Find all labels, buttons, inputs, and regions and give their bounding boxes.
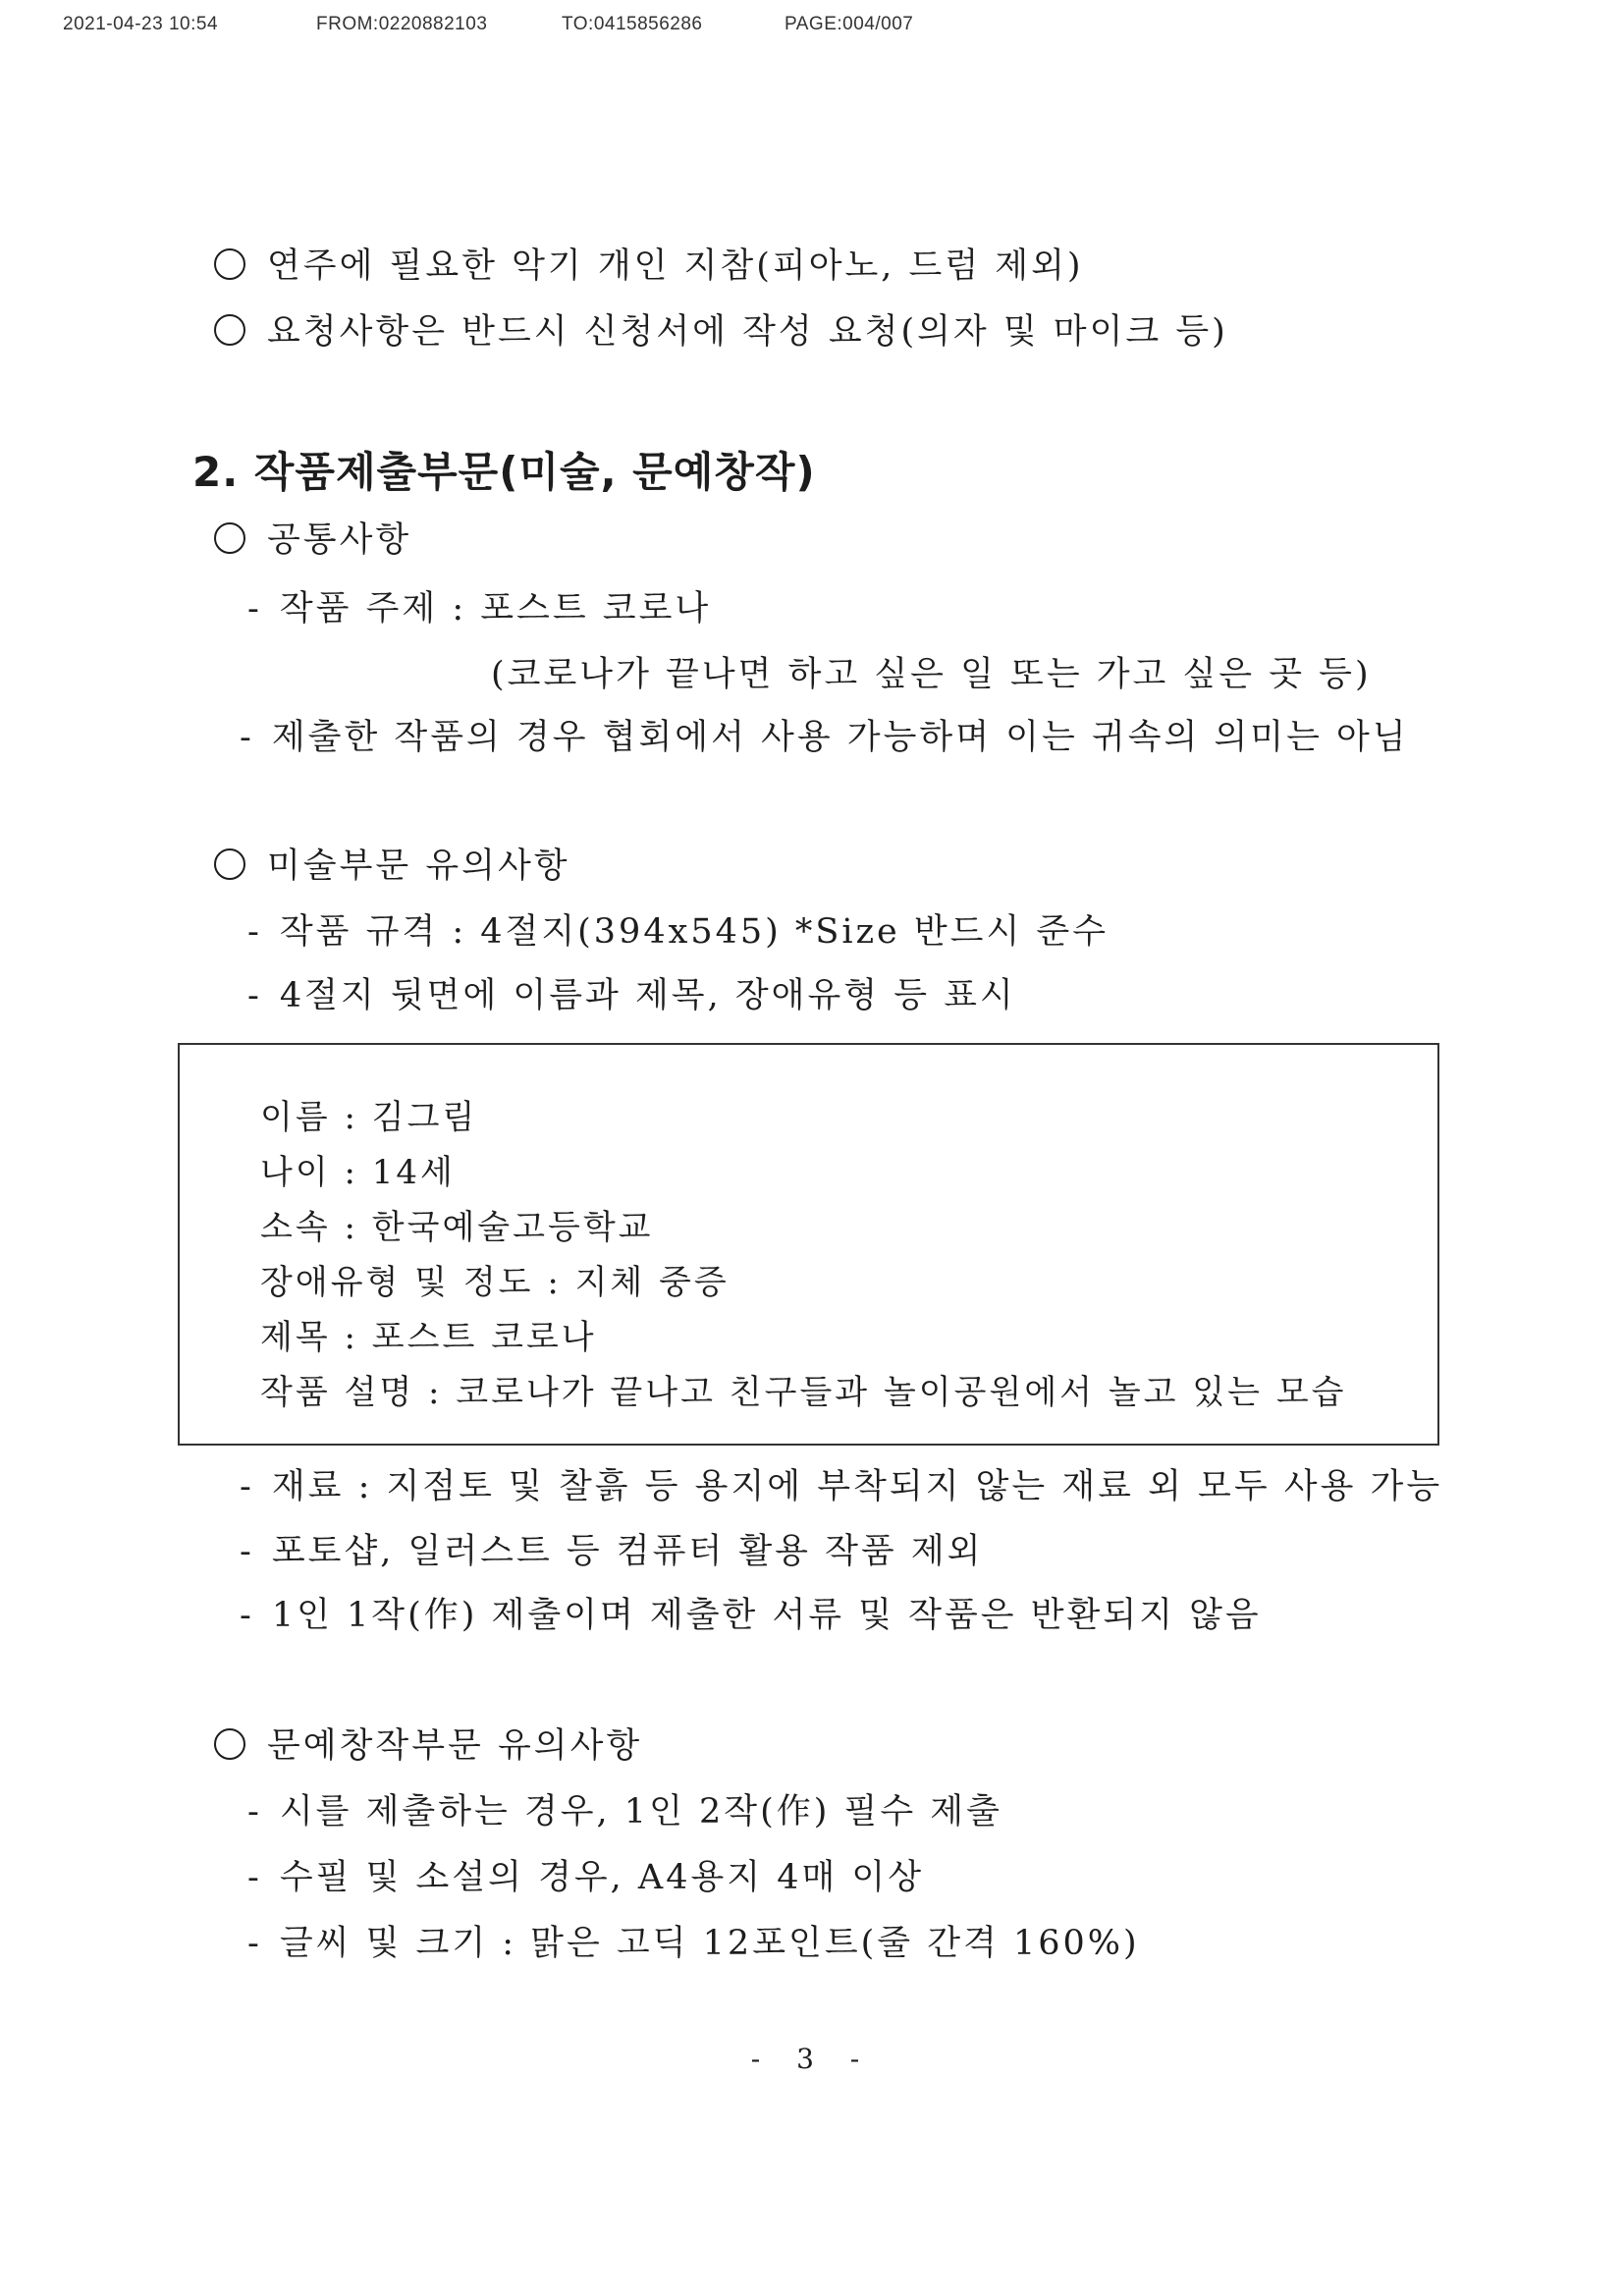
dash-bullet: - <box>247 1792 262 1831</box>
example-row: 작품 설명 : 코로나가 끝나고 친구들과 놀이공원에서 놀고 있는 모습 <box>260 1373 1347 1412</box>
item-text: 연주에 필요한 악기 개인 지참(피아노, 드럼 제외) <box>267 246 1084 286</box>
item-text: 작품 규격 : 4절지(394x545) *Size 반드시 준수 <box>279 912 1110 952</box>
item-text: 1인 1작(作) 제출이며 제출한 서류 및 작품은 반환되지 않음 <box>271 1596 1262 1635</box>
page-number: - 3 - <box>750 2043 874 2075</box>
dash-bullet: - <box>240 1596 254 1635</box>
fax-datetime: 2021-04-23 10:54 <box>63 14 219 34</box>
circle-bullet-icon <box>214 1728 245 1760</box>
list-item <box>240 1467 1443 1506</box>
item-text: 제출한 작품의 경우 협회에서 사용 가능하며 이는 귀속의 의미는 아님 <box>271 718 1409 757</box>
item-text: 시를 제출하는 경우, 1인 2작(作) 필수 제출 <box>279 1792 1002 1831</box>
example-row: 제목 : 포스트 코로나 <box>260 1318 597 1357</box>
item-text: 4절지 뒷면에 이름과 제목, 장애유형 등 표시 <box>279 976 1016 1015</box>
list-item <box>240 1532 984 1571</box>
subsection-title <box>214 522 411 558</box>
list-item <box>240 718 1409 757</box>
example-row: 나이 : 14세 <box>260 1153 456 1192</box>
list-item <box>247 976 1016 1015</box>
item-text: 글씨 및 크기 : 맑은 고딕 12포인트(줄 간격 160%) <box>279 1924 1140 1963</box>
item-text: 재료 : 지점토 및 찰흙 등 용지에 부착되지 않는 재료 외 모두 사용 가능 <box>271 1467 1443 1506</box>
list-item <box>247 912 1110 952</box>
dash-bullet: - <box>240 1467 254 1506</box>
subsection-title <box>214 848 570 884</box>
subsection-title-text: 공통사항 <box>267 520 412 560</box>
dash-bullet: - <box>247 912 262 952</box>
list-item <box>247 589 712 629</box>
dash-bullet: - <box>247 589 262 629</box>
fax-to: TO:0415856286 <box>562 14 703 34</box>
dash-bullet: - <box>240 1532 254 1571</box>
example-row: 장애유형 및 정도 : 지체 중증 <box>260 1263 730 1302</box>
list-item <box>247 1924 1140 1963</box>
dash-bullet: - <box>247 1924 262 1963</box>
example-label-box <box>178 1043 1439 1446</box>
list-item <box>214 314 1228 350</box>
list-item <box>240 1596 1262 1635</box>
subsection-title <box>214 1728 642 1764</box>
item-text: 작품 주제 : 포스트 코로나 <box>279 589 712 629</box>
fax-page: PAGE:004/007 <box>785 14 914 34</box>
dash-bullet: - <box>240 718 254 757</box>
circle-bullet-icon <box>214 314 245 346</box>
dash-bullet: - <box>247 1858 262 1897</box>
item-text: 요청사항은 반드시 신청서에 작성 요청(의자 및 마이크 등) <box>267 312 1228 352</box>
circle-bullet-icon <box>214 522 245 554</box>
example-row: 소속 : 한국예술고등학교 <box>260 1208 654 1247</box>
list-item <box>247 1792 1002 1831</box>
subsection-title-text: 문예창작부문 유의사항 <box>267 1726 643 1766</box>
item-text: 수필 및 소설의 경우, A4용지 4매 이상 <box>279 1858 925 1897</box>
section-heading: 2. 작품제출부문(미술, 문예창작) <box>192 448 816 496</box>
list-item-note: (코로나가 끝나면 하고 싶은 일 또는 가고 싶은 곳 등) <box>491 655 1372 694</box>
fax-from: FROM:0220882103 <box>316 14 488 34</box>
list-item <box>214 248 1084 284</box>
example-row: 이름 : 김그림 <box>260 1098 478 1137</box>
dash-bullet: - <box>247 976 262 1015</box>
item-text: 포토샵, 일러스트 등 컴퓨터 활용 작품 제외 <box>271 1532 984 1571</box>
circle-bullet-icon <box>214 848 245 880</box>
subsection-title-text: 미술부문 유의사항 <box>267 847 570 886</box>
circle-bullet-icon <box>214 248 245 280</box>
list-item <box>247 1858 925 1897</box>
